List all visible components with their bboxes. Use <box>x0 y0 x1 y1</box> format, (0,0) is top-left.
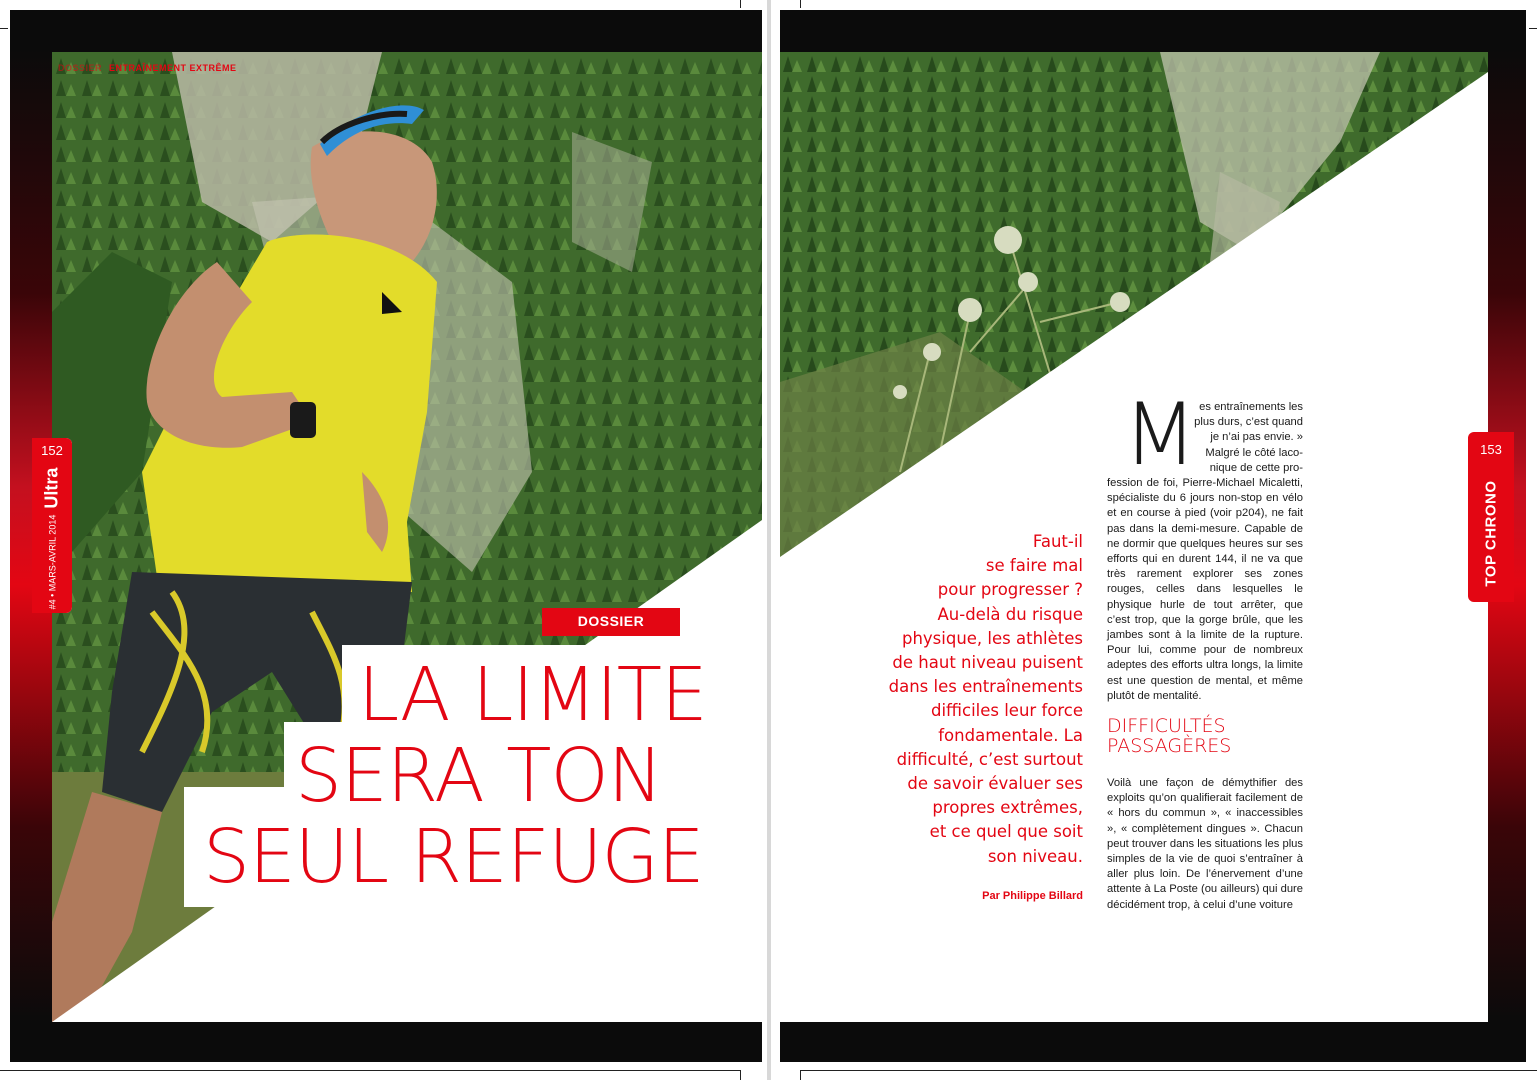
crop-mark <box>740 1070 741 1080</box>
drop-cap: M <box>1123 385 1198 485</box>
subheading-line: PASSAGÈRES <box>1107 735 1232 758</box>
left-page <box>10 10 762 1062</box>
intro-line: je n’ai pas envie. » <box>1210 431 1303 444</box>
lede-line: Faut-il <box>1032 532 1083 551</box>
right-folio-tab <box>1468 432 1514 602</box>
crop-mark <box>800 1070 1537 1071</box>
body-column <box>1107 385 1303 913</box>
intro-line: es entraînements les <box>1199 401 1303 413</box>
lede-line: dans les entraînements <box>888 677 1083 697</box>
crop-mark <box>800 1070 801 1080</box>
article-lede <box>880 530 1083 869</box>
body-paragraph-1: fession de foi, Pierre-Michael Micaletti, spécialiste du 6 jours non-stop en vélo et en course à pied (voir p204), ne fait pas dans la demi-mesure. Capable de ne dormir que quelques heures sur ses efforts qui en durent 144, il ne va que très rarement explorer ses zones rouges, celles dans lesquelles le physique hurle de tout arrêter, que c’est trop, que la gorge brûle, que les jambes sont à la limite de la rupture. Pour lui, comme pour de nombreux adeptes des efforts ultra longs, la limite est une question de mental, et même plutôt de mentalité. <box>1107 477 1303 702</box>
crop-mark <box>0 28 8 29</box>
lede-line: son niveau. <box>987 846 1083 866</box>
intro-line: plus durs, c’est quand <box>1194 416 1303 429</box>
byline: Par Philippe Billard <box>982 890 1083 902</box>
kicker-prefix: DOSSIER <box>58 63 103 73</box>
left-folio-tab <box>32 438 72 613</box>
intro-line: nique de cette pro- <box>1209 461 1303 474</box>
title-line-2: SERA TON <box>295 733 663 819</box>
lede-line: fondamentale. La <box>938 725 1083 745</box>
left-page-content <box>52 52 762 1022</box>
lede-line: difficulté, c’est surtout <box>896 749 1083 769</box>
title-line-1: LA LIMITE <box>358 652 707 738</box>
dossier-badge <box>542 608 680 636</box>
crop-mark <box>0 1070 740 1071</box>
kicker-section: ENTRAÎNEMENT EXTRÊME <box>109 63 237 73</box>
body-paragraph-2: Voilà une façon de démythifier des exploits qu’on qualifierait facilement de « hors du commun », « inaccessibles », « complètement dingues ». Chacun peut trouver dans les situations les plus simples de la vie de quoi s’entraîner à aller plus loin. De l’énervement d’une attente à La Poste (ou ailleurs) qui dure décidément trop, à celui d’une voiture <box>1107 777 1303 911</box>
crop-mark <box>800 0 801 8</box>
title-line-3: SEUL REFUGE <box>203 814 704 900</box>
issue-date: #4 • MARS-AVRIL 2014 <box>47 514 57 609</box>
left-folio-number: 152 <box>41 443 63 458</box>
crop-mark <box>1529 28 1537 29</box>
intro-lines <box>1191 400 1303 476</box>
right-page-content <box>780 52 1488 1022</box>
lede-line: physique, les athlètes <box>901 628 1083 648</box>
section-tab-label: TOP CHRONO <box>1482 479 1500 587</box>
lede-line: Au-delà du risque <box>937 604 1083 624</box>
magazine-logo: Ultra <box>41 467 62 509</box>
subheading <box>1107 716 1303 756</box>
lede-line: de savoir évaluer ses <box>907 774 1083 794</box>
crop-mark <box>740 0 741 8</box>
lede-line: propres extrêmes, <box>932 798 1083 818</box>
dossier-label: DOSSIER <box>577 613 645 629</box>
lede-line: pour progresser ? <box>937 580 1083 600</box>
lede-line: et ce quel que soit <box>929 822 1083 842</box>
lede-line: se faire mal <box>985 556 1083 576</box>
spread-gutter <box>767 0 771 1080</box>
lede-line: de haut niveau puisent <box>892 653 1083 673</box>
lede-line: difficiles leur force <box>930 701 1083 721</box>
section-kicker <box>58 63 237 73</box>
subheading-line: DIFFICULTÉS <box>1107 715 1226 738</box>
intro-line: Malgré le côté laco- <box>1205 446 1303 459</box>
right-page <box>780 10 1526 1062</box>
right-folio-number: 153 <box>1480 442 1502 457</box>
